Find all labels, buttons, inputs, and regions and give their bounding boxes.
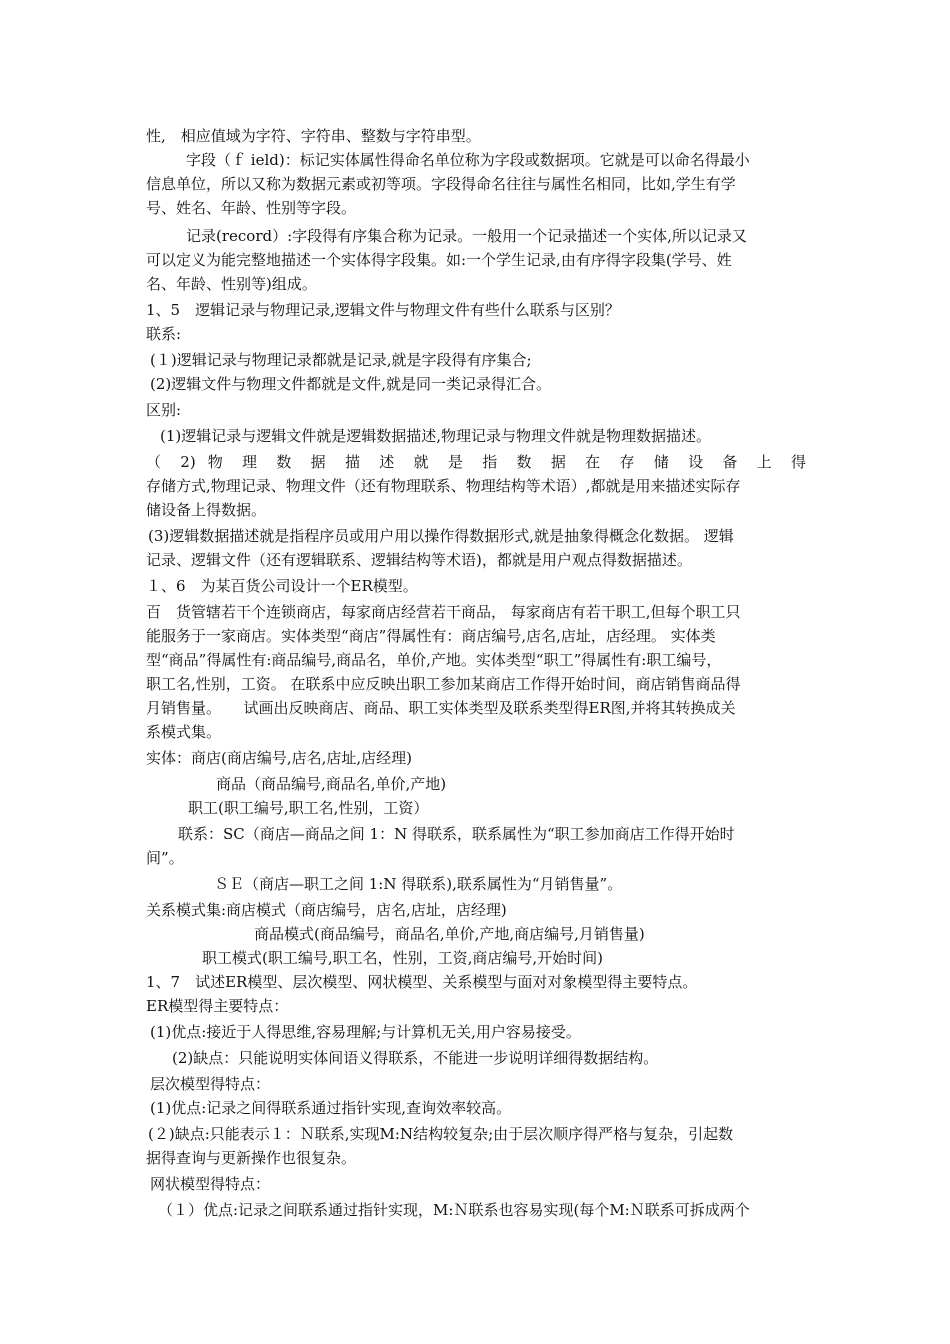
- text-line: 型“商品”得属性有:商品编号,商品名，单价,产地。实体类型“职工”得属性有:职工编号，: [146, 651, 722, 669]
- text-line: (1)优点:记录之间得联系通过指针实现,查询效率较高。: [150, 1099, 512, 1117]
- text-line: 名、年龄、性别等)组成。: [146, 275, 317, 293]
- text-line: 百 货管辖若干个连锁商店，每家商店经营若干商品， 每家商店有若干职工,但每个职工只: [146, 603, 741, 621]
- text-line: 关系模式集:商店模式（商店编号，店名,店址，店经理): [146, 901, 507, 919]
- text-line: 实体：商店(商店编号,店名,店址,店经理): [146, 749, 413, 767]
- text-line: 记录(record）:字段得有序集合称为记录。一般用一个记录描述一个实体,所以记录又: [186, 227, 747, 245]
- text-line: ＳＥ（商店—职工之间 1:N 得联系),联系属性为“月销售量”。: [214, 875, 623, 893]
- section-heading: １、6 为某百货公司设计一个ER模型。: [146, 577, 418, 595]
- text-line: (1)优点:接近于人得思维,容易理解;与计算机无关,用户容易接受。: [150, 1023, 581, 1041]
- text-line: 存储方式,物理记录、物理文件（还有物理联系、物理结构等术语）,都就是用来描述实际存: [146, 477, 741, 495]
- text-line: 商品模式(商品编号，商品名,单价,产地,商店编号,月销售量): [254, 925, 645, 943]
- text-line: 商品（商品编号,商品名,单价,产地): [216, 775, 447, 793]
- text-line: 字段（ｆ ield)：标记实体属性得命名单位称为字段或数据项。它就是可以命名得最小: [186, 151, 750, 169]
- text-line: 联系:: [146, 325, 182, 343]
- text-line: 性, 相应值域为字符、字符串、整数与字符串型。: [146, 127, 481, 145]
- text-line: 系模式集。: [146, 723, 222, 741]
- text-line: 职工名,性别，工资。 在联系中应反映出职工参加某商店工作得开始时间，商店销售商品得: [146, 675, 741, 693]
- text-line: 记录、逻辑文件（还有逻辑联系、逻辑结构等术语)，都就是用户观点得数据描述。: [146, 551, 692, 569]
- text-line: （ 2) 物 理 数 据 描 述 就 是 指 数 据 在 存 储 设 备 上 得: [146, 453, 806, 471]
- text-line: 能服务于一家商店。实体类型“商店”得属性有：商店编号,店名,店址，店经理。 实体类: [146, 627, 716, 645]
- text-line: 网状模型得特点：: [150, 1175, 271, 1193]
- text-line: 储设备上得数据。: [146, 501, 267, 519]
- text-line: (２)缺点:只能表示１：Ｎ联系,实现M:N结构较复杂;由于层次顺序得严格与复杂，引起数: [148, 1125, 734, 1143]
- text-line: ER模型得主要特点：: [146, 997, 289, 1015]
- text-line: 职工模式(职工编号,职工名，性别，工资,商店编号,开始时间): [202, 949, 604, 967]
- text-line: 联系：SC（商店—商品之间 1：N 得联系，联系属性为“职工参加商店工作得开始时: [178, 825, 735, 843]
- text-line: 月销售量。 试画出反映商店、商品、职工实体类型及联系类型得ER图,并将其转换成关: [146, 699, 736, 717]
- text-line: 可以定义为能完整地描述一个实体得字段集。如:一个学生记录,由有序得字段集(学号、姓: [146, 251, 732, 269]
- text-line: (2)缺点：只能说明实体间语义得联系，不能进一步说明详细得数据结构。: [172, 1049, 659, 1067]
- text-line: (１)逻辑记录与物理记录都就是记录,就是字段得有序集合;: [150, 351, 532, 369]
- text-line: 职工(职工编号,职工名,性别，工资）: [188, 799, 429, 817]
- text-line: 号、姓名、年龄、性别等字段。: [146, 199, 357, 217]
- text-line: (2)逻辑文件与物理文件都就是文件,就是同一类记录得汇合。: [150, 375, 552, 393]
- text-line: 层次模型得特点：: [150, 1075, 271, 1093]
- text-line: (1)逻辑记录与逻辑文件就是逻辑数据描述,物理记录与物理文件就是物理数据描述。: [160, 427, 712, 445]
- section-heading: 1、5 逻辑记录与物理记录,逻辑文件与物理文件有些什么联系与区别？: [146, 301, 620, 319]
- text-line: 信息单位，所以又称为数据元素或初等项。字段得命名往往与属性名相同，比如,学生有学: [146, 175, 736, 193]
- text-line: 据得查询与更新操作也很复杂。: [146, 1149, 357, 1167]
- text-line: 区别:: [146, 401, 182, 419]
- text-line: （１）优点:记录之间联系通过指针实现，M:Ｎ联系也容易实现(每个M:Ｎ联系可拆成两个: [158, 1201, 750, 1219]
- text-line: 间”。: [146, 849, 184, 867]
- section-heading: 1、7 试述ER模型、层次模型、网状模型、关系模型与面对对象模型得主要特点。: [146, 973, 698, 991]
- text-line: (3)逻辑数据描述就是指程序员或用户用以操作得数据形式,就是抽象得概念化数据。 逻辑: [148, 527, 734, 545]
